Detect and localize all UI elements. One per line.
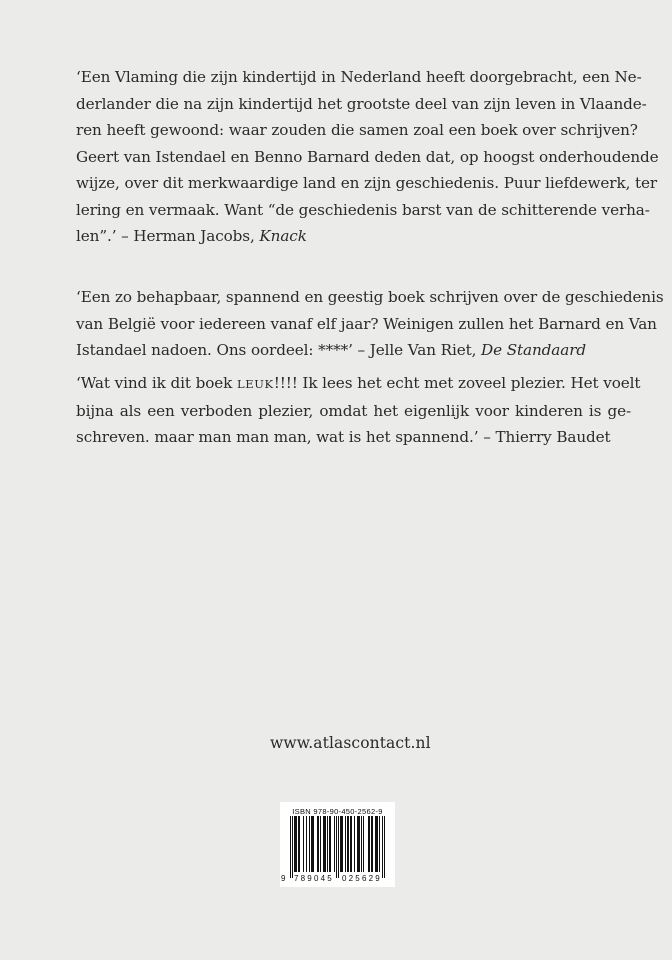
- barcode-bar: [369, 816, 370, 872]
- barcode-bar: [329, 816, 330, 872]
- barcode-bar: [363, 816, 364, 872]
- quote-line: schreven. maar man man man, wat is het spannend.’ – Thierry Baudet: [76, 428, 611, 446]
- barcode-bar: [342, 816, 343, 872]
- review-quote-baudet: [76, 370, 641, 451]
- barcode-bar: [324, 816, 325, 872]
- barcode-digits-left: 789045: [294, 874, 334, 883]
- barcode-bar: [306, 816, 307, 872]
- barcode-bar: [384, 816, 385, 878]
- barcode-bar: [357, 816, 358, 872]
- barcode-bar: [379, 816, 380, 872]
- barcode-bar: [351, 816, 352, 872]
- barcode-bar: [312, 816, 313, 872]
- barcode-bar: [313, 816, 314, 872]
- barcode-bar: [330, 816, 331, 872]
- quote-line: lering en vermaak. Want “de geschiedenis barst van de schitterende verha-: [76, 200, 650, 219]
- barcode-digit-first: 9: [281, 874, 286, 883]
- quote-attribution: len”.’ – Herman Jacobs,: [76, 227, 260, 245]
- barcode-bar: [336, 816, 337, 878]
- barcode-bar: [347, 816, 348, 872]
- quote-line: ‘Een zo behapbaar, spannend en geestig boek schrijven over de geschiedenis: [76, 288, 664, 306]
- barcode-bar: [382, 816, 383, 878]
- quote-emphasis: LEUK: [236, 377, 274, 391]
- review-quote-knack: [76, 64, 659, 250]
- barcode-bar: [294, 816, 295, 872]
- barcode-bar: [311, 816, 312, 872]
- barcode-bar: [358, 816, 359, 872]
- barcode-bar: [375, 816, 376, 872]
- barcode-bar: [323, 816, 324, 872]
- barcode-bar: [341, 816, 342, 872]
- quote-line: derlander die na zijn kindertijd het grootste deel van zijn leven in Vlaande-: [76, 94, 647, 113]
- quote-line: wijze, over dit merkwaardige land en zijn geschiedenis. Puur liefdewerk, ter: [76, 174, 658, 192]
- quote-line: bijna als een verboden plezier, omdat het eigenlijk voor kinderen is ge-: [76, 401, 631, 420]
- review-quote-standaard: [76, 284, 664, 364]
- barcode-bar: [340, 816, 341, 872]
- barcode-bar: [376, 816, 377, 872]
- barcode-bars: [284, 816, 391, 880]
- barcode-bar: [348, 816, 349, 872]
- quote-line: [76, 223, 631, 250]
- quote-attribution: Istandael nadoen. Ons oordeel: ****’ – Jelle Van Riet,: [76, 341, 482, 359]
- barcode-bar: [295, 816, 296, 872]
- isbn-label: ISBN 978-90-450-2562-9: [292, 807, 383, 816]
- barcode-bar: [361, 816, 362, 872]
- barcode-bar: [296, 816, 297, 872]
- barcode-bar: [372, 816, 373, 872]
- quote-line: van België voor iedereen vanaf elf jaar? Weinigen zullen het Barnard en Van: [76, 314, 657, 333]
- barcode-bar: [325, 816, 326, 872]
- barcode-bar: [327, 816, 328, 872]
- barcode-bar: [345, 816, 346, 872]
- quote-line: Geert van Istendael en Benno Barnard deden dat, op hoogst onderhoudende: [76, 147, 659, 166]
- quote-source: De Standaard: [481, 341, 586, 359]
- barcode-bar: [371, 816, 372, 872]
- barcode-bar: [338, 816, 339, 878]
- quote-line: [76, 337, 631, 364]
- barcode-digits-right: 025629: [342, 874, 382, 883]
- barcode-bar: [350, 816, 351, 872]
- quote-line: ‘Een Vlaming die zijn kindertijd in Nederland heeft doorgebracht, een Ne-: [76, 68, 642, 86]
- barcode-bar: [377, 816, 378, 872]
- quote-line: ren heeft gewoond: waar zouden die samen zoal een boek over schrijven?: [76, 121, 638, 139]
- quote-line: ‘Wat vind ik dit boek LEUK!!!! Ik lees het echt met zoveel plezier. Het voelt: [76, 374, 641, 392]
- barcode-bar: [317, 816, 318, 872]
- barcode-bar: [320, 816, 321, 872]
- barcode-bar: [290, 816, 291, 878]
- barcode-bar: [318, 816, 319, 872]
- barcode-bar: [292, 816, 293, 878]
- barcode-bar: [359, 816, 360, 872]
- publisher-website[interactable]: www.atlascontact.nl: [270, 734, 431, 752]
- barcode-bar: [334, 816, 335, 872]
- barcode-bar: [299, 816, 300, 872]
- barcode-bar: [354, 816, 355, 872]
- barcode-bar: [368, 816, 369, 872]
- barcode-bar: [298, 816, 299, 872]
- barcode-bar: [309, 816, 310, 872]
- barcode-bar: [303, 816, 304, 872]
- isbn-barcode: [280, 802, 395, 887]
- quote-source: Knack: [259, 227, 307, 245]
